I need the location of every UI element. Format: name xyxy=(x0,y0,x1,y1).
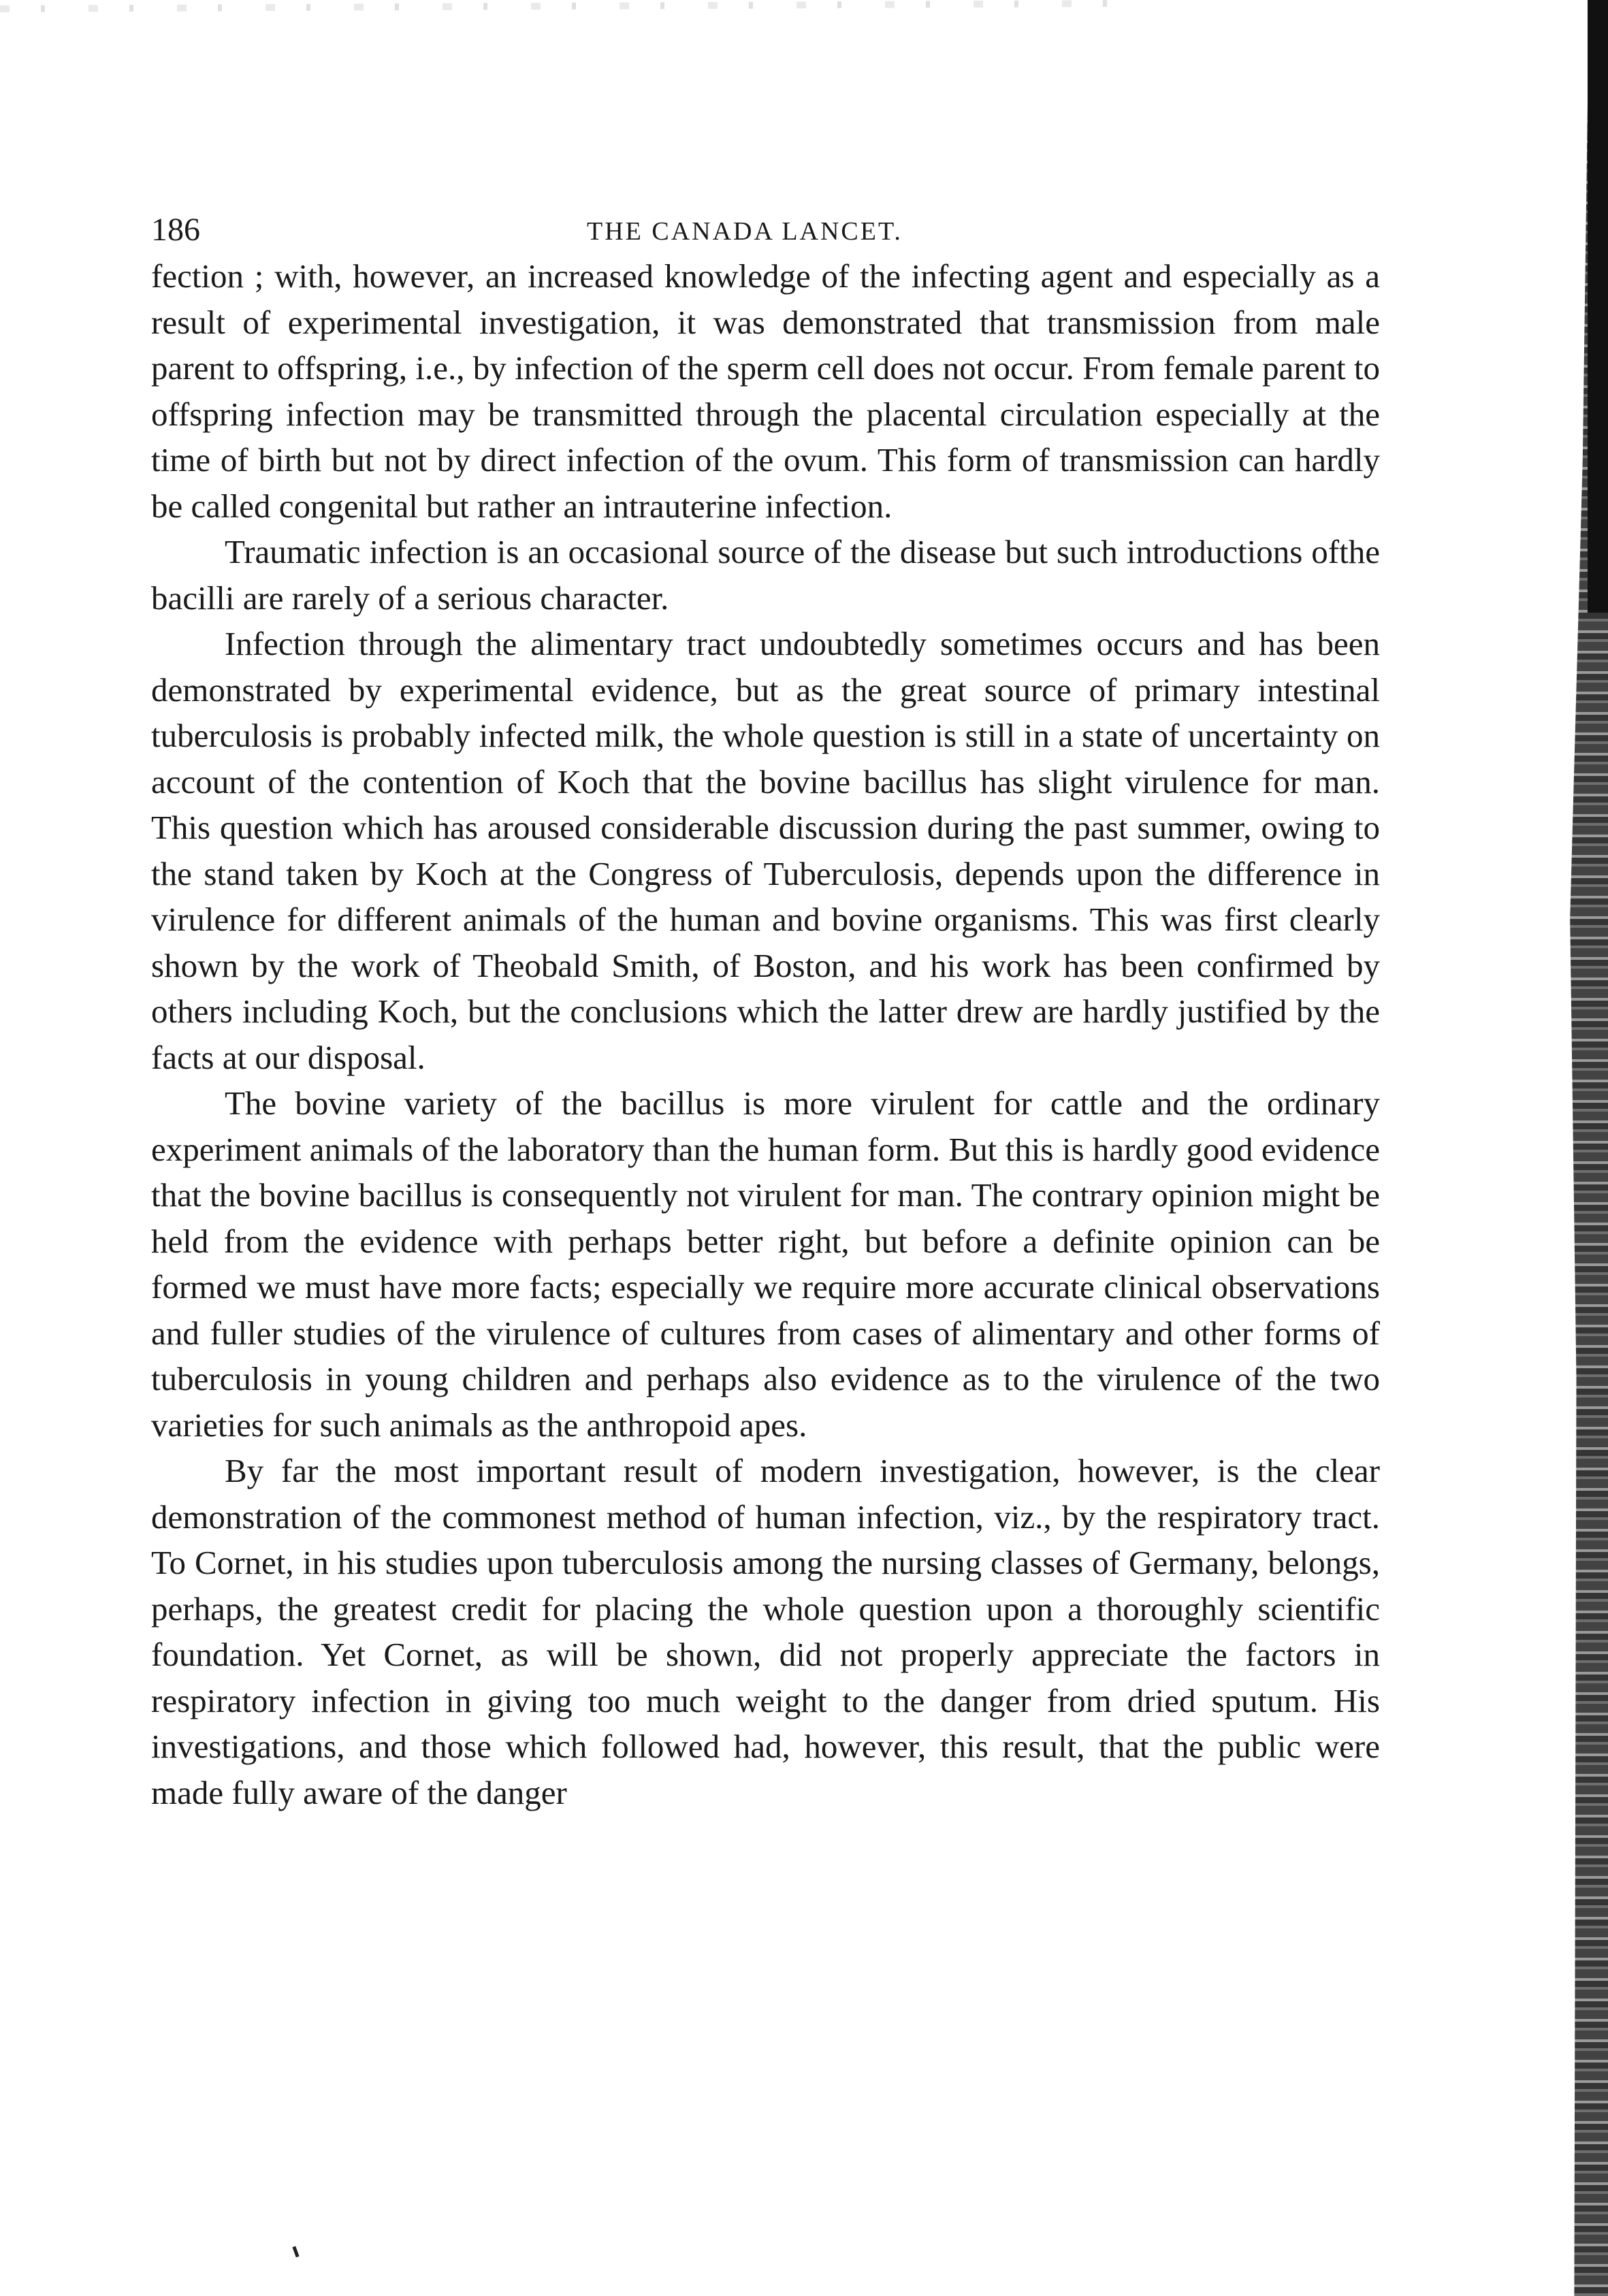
journal-title: THE CANADA LANCET. xyxy=(587,217,903,246)
body-text xyxy=(151,253,1380,1815)
paragraph-1: fection ; with, however, an increased knowledge of the infecting agent and especially as a result of experimental investigation, it was demonstrated that transmission from male parent to offspring, i.e., by infection of the sperm cell does not occur. From female parent to offspring infection may be transmitted through the placental circulation especially at the time of birth but not by direct infection of the ovum. This form of transmission can hardly be called congenital but rather an intrauterine infection. xyxy=(151,257,1380,525)
book-page xyxy=(151,204,1380,1815)
paragraph-3: Infection through the alimentary tract undoubtedly sometimes occurs and has been demonstrated by experimental evidence, but as the great source of primary intestinal tuberculosis is probably infected milk, the whole question is still in a state of uncertainty on account of the contention of Koch that the bovine bacillus has slight virulence for man. This question which has aroused considerable discussion during the past summer, owing to the stand taken by Koch at the Congress of Tuberculosis, depends upon the difference in virulence for different animals of the human and bovine organisms. This was first clearly shown by the work of Theobald Smith, of Boston, and his work has been confirmed by others including Koch, but the conclusions which the latter drew are hardly justified by the facts at our disposal. xyxy=(151,625,1380,1076)
paragraph-4: The bovine variety of the bacillus is more virulent for cattle and the ordinary experiment animals of the laboratory than the human form. But this is hardly good evidence that the bovine bacillus is consequently not virulent for man. The contrary opinion might be held from the evidence with perhaps better right, but before a definite opinion can be formed we must have more facts; especially we require more accurate clinical observations and fuller studies of the virulence of cultures from cases of alimentary and other forms of tuberculosis in young children and perhaps also evidence as to the virulence of the two varieties for such animals as the anthropoid apes. xyxy=(151,1084,1380,1444)
page-number: 186 xyxy=(151,212,200,248)
paragraph-2: Traumatic infection is an occasional source of the disease but such introductions ofthe bacilli are rarely of a serious character. xyxy=(151,533,1380,617)
scan-binding-edge-top xyxy=(1588,0,1608,613)
paragraph-5: By far the most important result of modern investigation, however, is the clear demonstration of the commonest method of human infection, viz., by the respiratory tract. To Cornet, in his studies upon tuberculosis among the nursing classes of Germany, belongs, perhaps, the greatest credit for placing the whole question upon a thoroughly scientific foundation. Yet Cornet, as will be shown, did not properly appreciate the factors in respiratory infection in giving too much weight to the danger from dried sputum. His investigations, and those which followed had, however, this result, that the public were made fully aware of the danger xyxy=(151,1452,1380,1811)
stray-ink-mark xyxy=(292,2246,299,2258)
running-head xyxy=(151,204,1380,253)
scan-top-noise xyxy=(0,0,1123,27)
